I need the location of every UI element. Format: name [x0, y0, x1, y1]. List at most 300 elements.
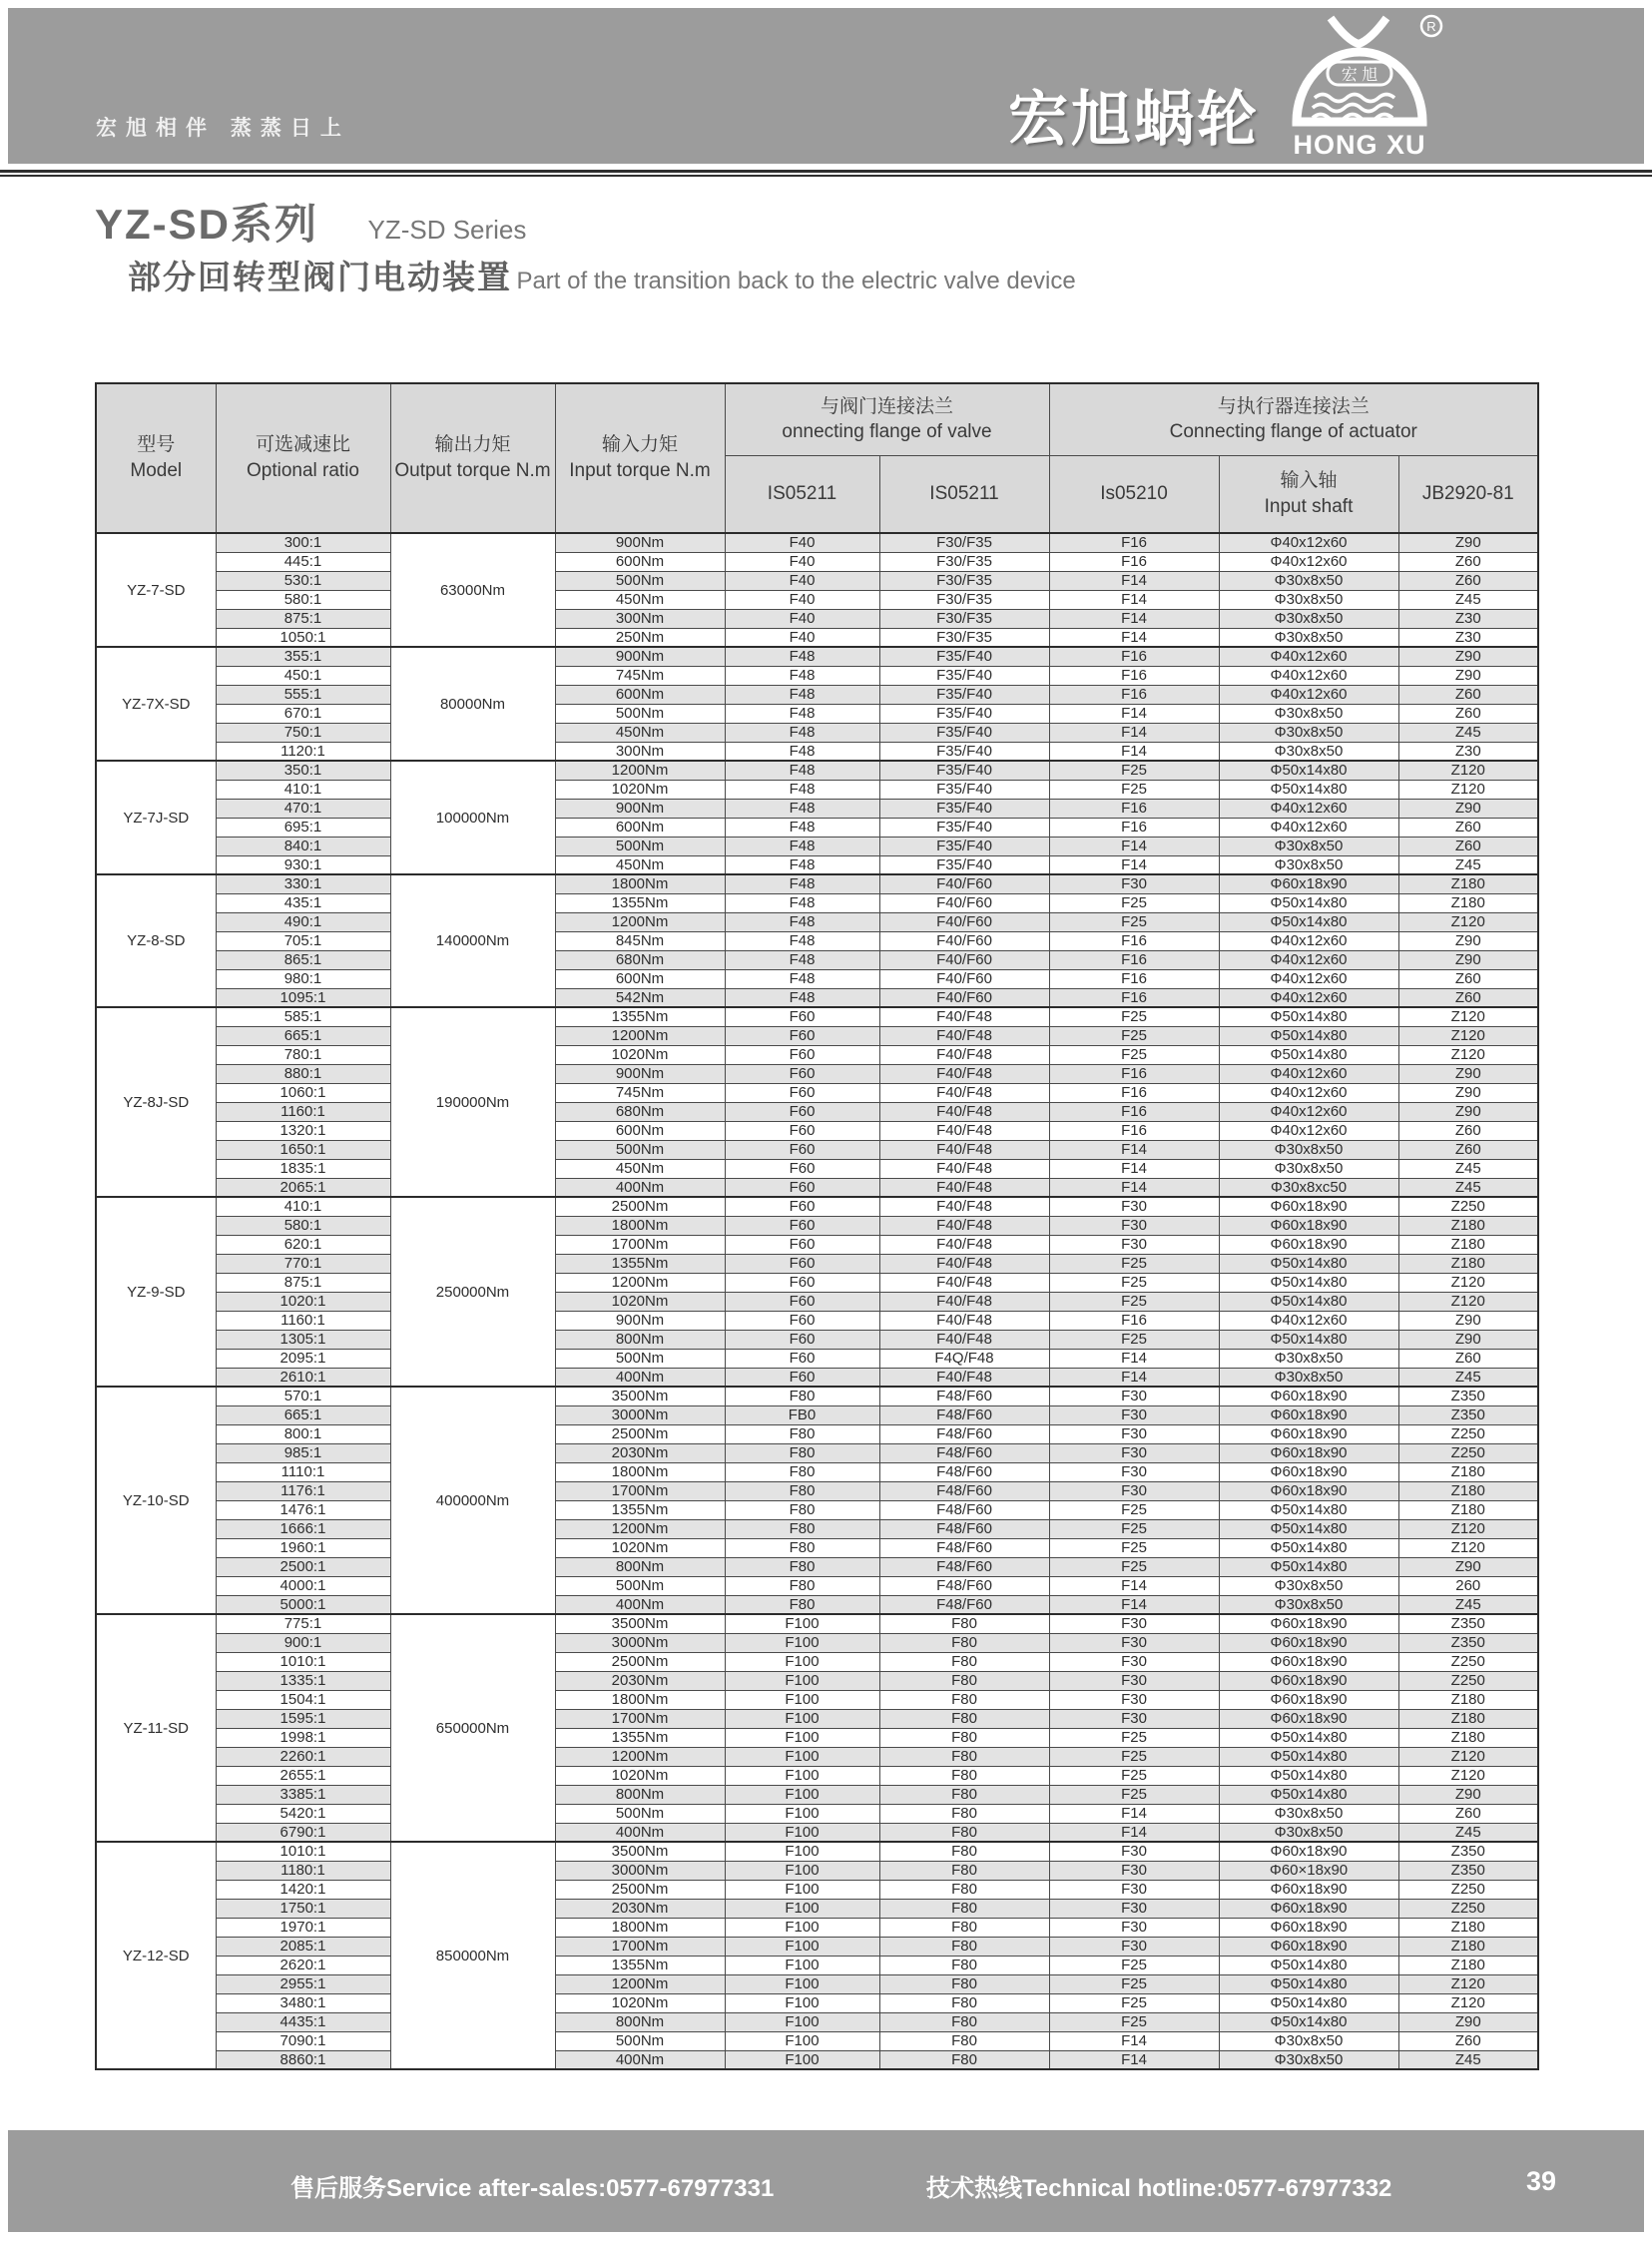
actuator-flange-iso5210-cell: F30: [1049, 1216, 1219, 1235]
valve-flange-iso5211b-cell: F35/F40: [879, 799, 1049, 818]
jb2920-cell: Z250: [1398, 1424, 1538, 1443]
jb2920-cell: Z60: [1398, 685, 1538, 704]
table-row: [96, 1823, 1538, 1842]
input-shaft-cell: Φ60x18x90: [1219, 1671, 1398, 1690]
table-row: [96, 1178, 1538, 1197]
input-shaft-cell: Φ50x14x80: [1219, 1974, 1398, 1993]
ratio-cell: 1050:1: [216, 628, 390, 647]
hongxu-logo-icon: [1275, 10, 1449, 162]
table-row: [96, 1956, 1538, 1974]
ratio-cell: 5000:1: [216, 1595, 390, 1614]
valve-flange-iso5211a-cell: F48: [725, 742, 879, 761]
actuator-flange-iso5210-cell: F16: [1049, 647, 1219, 666]
input-torque-cell: 500Nm: [555, 1140, 725, 1159]
input-torque-cell: 1355Nm: [555, 893, 725, 912]
input-torque-cell: 745Nm: [555, 666, 725, 685]
input-shaft-cell: Φ40x12x60: [1219, 1064, 1398, 1083]
ratio-cell: 580:1: [216, 1216, 390, 1235]
jb2920-cell: Z60: [1398, 1349, 1538, 1368]
input-torque-cell: 1200Nm: [555, 912, 725, 931]
valve-flange-iso5211b-cell: F40/F48: [879, 1102, 1049, 1121]
input-shaft-cell: Φ50x14x80: [1219, 893, 1398, 912]
table-row: [96, 571, 1538, 590]
jb2920-cell: Z120: [1398, 1993, 1538, 2012]
actuator-flange-iso5210-cell: F30: [1049, 1652, 1219, 1671]
table-row: [96, 761, 1538, 780]
jb2920-cell: Z180: [1398, 1500, 1538, 1519]
actuator-flange-iso5210-cell: F16: [1049, 1102, 1219, 1121]
valve-flange-iso5211b-cell: F40/F48: [879, 1083, 1049, 1102]
table-row: [96, 1216, 1538, 1235]
input-shaft-cell: Φ40x12x60: [1219, 931, 1398, 950]
input-shaft-cell: Φ40x12x60: [1219, 1083, 1398, 1102]
input-torque-cell: 450Nm: [555, 855, 725, 874]
input-torque-cell: 1800Nm: [555, 1690, 725, 1709]
valve-flange-iso5211a-cell: F40: [725, 628, 879, 647]
ratio-cell: 2085:1: [216, 1937, 390, 1956]
valve-flange-iso5211b-cell: F40/F60: [879, 893, 1049, 912]
actuator-flange-iso5210-cell: F30: [1049, 1387, 1219, 1405]
valve-flange-iso5211b-cell: F40/F60: [879, 874, 1049, 893]
jb2920-cell: Z60: [1398, 818, 1538, 837]
ratio-cell: 780:1: [216, 1045, 390, 1064]
jb2920-cell: Z90: [1398, 1785, 1538, 1804]
valve-flange-iso5211a-cell: F100: [725, 1823, 879, 1842]
brand-title: 宏旭蜗轮: [1008, 86, 1260, 153]
valve-flange-iso5211b-cell: F40/F48: [879, 1178, 1049, 1197]
input-shaft-cell: Φ50x14x80: [1219, 1728, 1398, 1747]
table-row: [96, 609, 1538, 628]
col-header-ratio-en: Optional ratio: [246, 460, 359, 481]
subcol-header-iso5210: Is05210: [1049, 455, 1219, 533]
input-torque-cell: 800Nm: [555, 1557, 725, 1576]
jb2920-cell: Z350: [1398, 1633, 1538, 1652]
output-torque-cell: 63000Nm: [390, 533, 555, 647]
input-torque-cell: 1700Nm: [555, 1481, 725, 1500]
ratio-cell: 695:1: [216, 818, 390, 837]
page-subtitle-cn: 部分回转型阀门电动装置: [128, 259, 512, 295]
jb2920-cell: Z90: [1398, 2012, 1538, 2031]
valve-flange-iso5211a-cell: F48: [725, 685, 879, 704]
table-row: [96, 1652, 1538, 1671]
valve-flange-iso5211a-cell: F40: [725, 533, 879, 552]
ratio-cell: 705:1: [216, 931, 390, 950]
table-row: [96, 666, 1538, 685]
jb2920-cell: Z60: [1398, 1121, 1538, 1140]
ratio-cell: 1595:1: [216, 1709, 390, 1728]
valve-flange-iso5211b-cell: F40/F60: [879, 988, 1049, 1007]
table-row: [96, 1766, 1538, 1785]
input-shaft-cell: Φ40x12x60: [1219, 818, 1398, 837]
actuator-flange-iso5210-cell: F14: [1049, 2050, 1219, 2069]
table-row: [96, 1993, 1538, 2012]
input-shaft-cell: Φ30x8x50: [1219, 1159, 1398, 1178]
jb2920-cell: Z45: [1398, 1595, 1538, 1614]
jb2920-cell: Z250: [1398, 1880, 1538, 1899]
table-row: [96, 893, 1538, 912]
col-header-actuator-flange: [1049, 383, 1538, 455]
input-torque-cell: 1200Nm: [555, 1273, 725, 1292]
actuator-flange-iso5210-cell: F30: [1049, 1633, 1219, 1652]
jb2920-cell: Z180: [1398, 874, 1538, 893]
ratio-cell: 300:1: [216, 533, 390, 552]
valve-flange-iso5211a-cell: F48: [725, 818, 879, 837]
valve-flange-iso5211a-cell: F100: [725, 2031, 879, 2050]
jb2920-cell: Z90: [1398, 666, 1538, 685]
ratio-cell: 875:1: [216, 1273, 390, 1292]
jb2920-cell: Z60: [1398, 571, 1538, 590]
valve-flange-iso5211a-cell: F100: [725, 1861, 879, 1880]
input-shaft-cell: Φ60x18x90: [1219, 1462, 1398, 1481]
logo-inner-text: 宏 旭: [1341, 67, 1378, 84]
table-row: [96, 1292, 1538, 1311]
table-row: [96, 874, 1538, 893]
valve-flange-iso5211a-cell: F80: [725, 1519, 879, 1538]
input-torque-cell: 1355Nm: [555, 1254, 725, 1273]
actuator-flange-iso5210-cell: F16: [1049, 685, 1219, 704]
table-row: [96, 837, 1538, 855]
table-row: [96, 1519, 1538, 1538]
col-header-valve-flange-en: onnecting flange of valve: [782, 421, 992, 443]
table-row: [96, 1007, 1538, 1026]
col-header-valve-flange: [725, 383, 1049, 455]
jb2920-cell: Z90: [1398, 1311, 1538, 1330]
valve-flange-iso5211b-cell: F40/F48: [879, 1197, 1049, 1216]
jb2920-cell: Z120: [1398, 780, 1538, 799]
actuator-flange-iso5210-cell: F14: [1049, 1178, 1219, 1197]
actuator-flange-iso5210-cell: F30: [1049, 1614, 1219, 1633]
table-row: [96, 1747, 1538, 1766]
valve-flange-iso5211b-cell: F40/F48: [879, 1254, 1049, 1273]
actuator-flange-iso5210-cell: F14: [1049, 704, 1219, 723]
input-torque-cell: 450Nm: [555, 1159, 725, 1178]
input-torque-cell: 1200Nm: [555, 1974, 725, 1993]
model-cell: YZ-7-SD: [96, 533, 216, 647]
actuator-flange-iso5210-cell: F14: [1049, 742, 1219, 761]
logo-horns-icon: [1331, 18, 1386, 44]
col-header-output-torque: [390, 383, 555, 533]
jb2920-cell: Z45: [1398, 723, 1538, 742]
valve-flange-iso5211b-cell: F80: [879, 1633, 1049, 1652]
valve-flange-iso5211a-cell: F60: [725, 1368, 879, 1387]
jb2920-cell: Z180: [1398, 1937, 1538, 1956]
input-shaft-cell: Φ40x12x60: [1219, 1102, 1398, 1121]
input-torque-cell: 300Nm: [555, 742, 725, 761]
actuator-flange-iso5210-cell: F25: [1049, 761, 1219, 780]
input-shaft-cell: Φ40x12x60: [1219, 988, 1398, 1007]
ratio-cell: 445:1: [216, 552, 390, 571]
input-shaft-cell: Φ30x8x50: [1219, 1595, 1398, 1614]
series-title: [95, 192, 526, 252]
ratio-cell: 1420:1: [216, 1880, 390, 1899]
valve-flange-iso5211a-cell: F100: [725, 1880, 879, 1899]
ratio-cell: 1020:1: [216, 1292, 390, 1311]
valve-flange-iso5211b-cell: F40/F48: [879, 1140, 1049, 1159]
input-shaft-cell: Φ30x8x50: [1219, 1140, 1398, 1159]
valve-flange-iso5211b-cell: F80: [879, 1823, 1049, 1842]
jb2920-cell: 260: [1398, 1576, 1538, 1595]
valve-flange-iso5211a-cell: F48: [725, 931, 879, 950]
valve-flange-iso5211b-cell: F30/F35: [879, 533, 1049, 552]
input-torque-cell: 3000Nm: [555, 1633, 725, 1652]
ratio-cell: 1960:1: [216, 1538, 390, 1557]
table-row: [96, 988, 1538, 1007]
jb2920-cell: Z180: [1398, 1481, 1538, 1500]
ratio-cell: 1160:1: [216, 1311, 390, 1330]
valve-flange-iso5211b-cell: F40/F48: [879, 1007, 1049, 1026]
valve-flange-iso5211b-cell: F40/F48: [879, 1292, 1049, 1311]
input-torque-cell: 300Nm: [555, 609, 725, 628]
jb2920-cell: Z60: [1398, 704, 1538, 723]
valve-flange-iso5211a-cell: F48: [725, 780, 879, 799]
table-row: [96, 1481, 1538, 1500]
actuator-flange-iso5210-cell: F14: [1049, 1140, 1219, 1159]
actuator-flange-iso5210-cell: F25: [1049, 1500, 1219, 1519]
valve-flange-iso5211b-cell: F40/F48: [879, 1045, 1049, 1064]
table-row: [96, 1576, 1538, 1595]
input-shaft-cell: Φ60x18x90: [1219, 1424, 1398, 1443]
valve-flange-iso5211a-cell: F100: [725, 1993, 879, 2012]
table-row: [96, 1538, 1538, 1557]
valve-flange-iso5211a-cell: F60: [725, 1159, 879, 1178]
table-row: [96, 1842, 1538, 1861]
actuator-flange-iso5210-cell: F16: [1049, 533, 1219, 552]
jb2920-cell: Z120: [1398, 1273, 1538, 1292]
ratio-cell: 1504:1: [216, 1690, 390, 1709]
input-torque-cell: 1020Nm: [555, 1538, 725, 1557]
valve-flange-iso5211a-cell: F48: [725, 837, 879, 855]
input-shaft-cell: Φ30x8x50: [1219, 855, 1398, 874]
input-torque-cell: 1800Nm: [555, 1918, 725, 1937]
input-shaft-cell: Φ30x8x50: [1219, 837, 1398, 855]
input-torque-cell: 3000Nm: [555, 1861, 725, 1880]
actuator-flange-iso5210-cell: F30: [1049, 1880, 1219, 1899]
input-shaft-cell: Φ50x14x80: [1219, 1538, 1398, 1557]
model-cell: YZ-8-SD: [96, 874, 216, 1007]
actuator-flange-iso5210-cell: F30: [1049, 1424, 1219, 1443]
valve-flange-iso5211b-cell: F40/F48: [879, 1235, 1049, 1254]
valve-flange-iso5211a-cell: F40: [725, 571, 879, 590]
valve-flange-iso5211b-cell: F30/F35: [879, 628, 1049, 647]
input-shaft-cell: Φ30x8x50: [1219, 609, 1398, 628]
table-row: [96, 1140, 1538, 1159]
valve-flange-iso5211a-cell: F40: [725, 609, 879, 628]
valve-flange-iso5211a-cell: F60: [725, 1292, 879, 1311]
jb2920-cell: Z90: [1398, 1064, 1538, 1083]
input-shaft-cell: Φ60x18x90: [1219, 1387, 1398, 1405]
jb2920-cell: Z350: [1398, 1842, 1538, 1861]
valve-flange-iso5211a-cell: F100: [725, 1690, 879, 1709]
input-shaft-cell: Φ40x12x60: [1219, 552, 1398, 571]
valve-flange-iso5211b-cell: F30/F35: [879, 590, 1049, 609]
jb2920-cell: Z45: [1398, 590, 1538, 609]
input-torque-cell: 1020Nm: [555, 1993, 725, 2012]
valve-flange-iso5211a-cell: F100: [725, 1899, 879, 1918]
ratio-cell: 350:1: [216, 761, 390, 780]
actuator-flange-iso5210-cell: F30: [1049, 1481, 1219, 1500]
input-shaft-cell: Φ40x12x60: [1219, 666, 1398, 685]
valve-flange-iso5211b-cell: F35/F40: [879, 818, 1049, 837]
actuator-flange-iso5210-cell: F25: [1049, 1273, 1219, 1292]
subcol-header-input-shaft: [1219, 455, 1398, 533]
ratio-cell: 2610:1: [216, 1368, 390, 1387]
jb2920-cell: Z120: [1398, 912, 1538, 931]
valve-flange-iso5211b-cell: F80: [879, 1766, 1049, 1785]
subcol-header-input-shaft-en: Input shaft: [1264, 495, 1354, 517]
table-row: [96, 1861, 1538, 1880]
input-torque-cell: 900Nm: [555, 1311, 725, 1330]
valve-flange-iso5211b-cell: F80: [879, 1974, 1049, 1993]
input-torque-cell: 600Nm: [555, 685, 725, 704]
valve-flange-iso5211a-cell: F60: [725, 1121, 879, 1140]
input-shaft-cell: Φ60x18x90: [1219, 1443, 1398, 1462]
jb2920-cell: Z60: [1398, 988, 1538, 1007]
input-torque-cell: 2030Nm: [555, 1443, 725, 1462]
jb2920-cell: Z45: [1398, 1178, 1538, 1197]
table-row: [96, 1880, 1538, 1899]
col-header-ratio: [216, 383, 390, 533]
spec-table: [95, 382, 1539, 2070]
valve-flange-iso5211b-cell: F80: [879, 1671, 1049, 1690]
output-torque-cell: 80000Nm: [390, 647, 555, 761]
input-torque-cell: 1355Nm: [555, 1728, 725, 1747]
table-row: [96, 552, 1538, 571]
valve-flange-iso5211a-cell: F80: [725, 1387, 879, 1405]
table-row: [96, 647, 1538, 666]
table-row: [96, 1273, 1538, 1292]
jb2920-cell: Z350: [1398, 1614, 1538, 1633]
valve-flange-iso5211b-cell: F40/F60: [879, 912, 1049, 931]
ratio-cell: 1095:1: [216, 988, 390, 1007]
valve-flange-iso5211b-cell: F40/F48: [879, 1311, 1049, 1330]
table-row: [96, 1159, 1538, 1178]
valve-flange-iso5211a-cell: F100: [725, 1614, 879, 1633]
col-header-output-cn: 输出力矩: [434, 434, 511, 456]
valve-flange-iso5211a-cell: F48: [725, 761, 879, 780]
input-shaft-cell: Φ50x14x80: [1219, 1273, 1398, 1292]
input-shaft-cell: Φ50x14x80: [1219, 1766, 1398, 1785]
actuator-flange-iso5210-cell: F25: [1049, 1026, 1219, 1045]
series-title-cn: YZ-SD系列: [95, 201, 319, 248]
input-torque-cell: 500Nm: [555, 571, 725, 590]
input-torque-cell: 500Nm: [555, 1349, 725, 1368]
actuator-flange-iso5210-cell: F14: [1049, 1804, 1219, 1823]
jb2920-cell: Z90: [1398, 1102, 1538, 1121]
actuator-flange-iso5210-cell: F25: [1049, 1557, 1219, 1576]
table-row: [96, 628, 1538, 647]
valve-flange-iso5211b-cell: F35/F40: [879, 723, 1049, 742]
jb2920-cell: Z90: [1398, 1330, 1538, 1349]
valve-flange-iso5211a-cell: F60: [725, 1007, 879, 1026]
series-title-en: YZ-SD Series: [367, 215, 527, 245]
ratio-cell: 4435:1: [216, 2012, 390, 2031]
jb2920-cell: Z120: [1398, 1538, 1538, 1557]
input-torque-cell: 900Nm: [555, 533, 725, 552]
valve-flange-iso5211a-cell: F60: [725, 1349, 879, 1368]
jb2920-cell: Z90: [1398, 931, 1538, 950]
valve-flange-iso5211a-cell: F60: [725, 1026, 879, 1045]
input-shaft-cell: Φ50x14x80: [1219, 1330, 1398, 1349]
valve-flange-iso5211b-cell: F80: [879, 1993, 1049, 2012]
input-torque-cell: 500Nm: [555, 837, 725, 855]
ratio-cell: 900:1: [216, 1633, 390, 1652]
table-row: [96, 704, 1538, 723]
input-torque-cell: 1020Nm: [555, 1766, 725, 1785]
ratio-cell: 1176:1: [216, 1481, 390, 1500]
input-torque-cell: 845Nm: [555, 931, 725, 950]
table-row: [96, 1083, 1538, 1102]
actuator-flange-iso5210-cell: F16: [1049, 552, 1219, 571]
valve-flange-iso5211b-cell: F48/F60: [879, 1500, 1049, 1519]
input-shaft-cell: Φ40x12x60: [1219, 969, 1398, 988]
actuator-flange-iso5210-cell: F16: [1049, 969, 1219, 988]
valve-flange-iso5211b-cell: F48/F60: [879, 1387, 1049, 1405]
table-row: [96, 818, 1538, 837]
input-torque-cell: 1800Nm: [555, 874, 725, 893]
input-torque-cell: 600Nm: [555, 552, 725, 571]
valve-flange-iso5211b-cell: F48/F60: [879, 1519, 1049, 1538]
table-row: [96, 1804, 1538, 1823]
actuator-flange-iso5210-cell: F14: [1049, 837, 1219, 855]
subcol-header-iso5211-b: IS05211: [879, 455, 1049, 533]
actuator-flange-iso5210-cell: F14: [1049, 590, 1219, 609]
input-shaft-cell: Φ40x12x60: [1219, 799, 1398, 818]
input-shaft-cell: Φ60x18x90: [1219, 1652, 1398, 1671]
jb2920-cell: Z45: [1398, 2050, 1538, 2069]
ratio-cell: 880:1: [216, 1064, 390, 1083]
valve-flange-iso5211b-cell: F30/F35: [879, 609, 1049, 628]
jb2920-cell: Z90: [1398, 647, 1538, 666]
valve-flange-iso5211a-cell: F48: [725, 666, 879, 685]
actuator-flange-iso5210-cell: F14: [1049, 1595, 1219, 1614]
valve-flange-iso5211b-cell: F48/F60: [879, 1443, 1049, 1462]
footer-banner: [8, 2130, 1644, 2232]
valve-flange-iso5211a-cell: F48: [725, 912, 879, 931]
valve-flange-iso5211a-cell: F100: [725, 1974, 879, 1993]
valve-flange-iso5211a-cell: F48: [725, 704, 879, 723]
ratio-cell: 750:1: [216, 723, 390, 742]
input-torque-cell: 400Nm: [555, 1368, 725, 1387]
valve-flange-iso5211a-cell: F80: [725, 1500, 879, 1519]
valve-flange-iso5211a-cell: F100: [725, 1633, 879, 1652]
output-torque-cell: 140000Nm: [390, 874, 555, 1007]
input-torque-cell: 600Nm: [555, 818, 725, 837]
valve-flange-iso5211a-cell: F60: [725, 1254, 879, 1273]
input-shaft-cell: Φ50x14x80: [1219, 912, 1398, 931]
jb2920-cell: Z350: [1398, 1387, 1538, 1405]
valve-flange-iso5211a-cell: F48: [725, 969, 879, 988]
ratio-cell: 980:1: [216, 969, 390, 988]
input-torque-cell: 900Nm: [555, 647, 725, 666]
input-torque-cell: 1200Nm: [555, 1519, 725, 1538]
actuator-flange-iso5210-cell: F30: [1049, 1899, 1219, 1918]
col-header-ratio-cn: 可选减速比: [255, 434, 350, 456]
model-cell: YZ-10-SD: [96, 1387, 216, 1614]
actuator-flange-iso5210-cell: F30: [1049, 1690, 1219, 1709]
input-shaft-cell: Φ50x14x80: [1219, 1747, 1398, 1766]
input-torque-cell: 500Nm: [555, 1576, 725, 1595]
valve-flange-iso5211b-cell: F35/F40: [879, 666, 1049, 685]
input-shaft-cell: Φ50x14x80: [1219, 780, 1398, 799]
input-shaft-cell: Φ30x8x50: [1219, 1823, 1398, 1842]
ratio-cell: 1666:1: [216, 1519, 390, 1538]
model-cell: YZ-8J-SD: [96, 1007, 216, 1197]
valve-flange-iso5211a-cell: F100: [725, 1804, 879, 1823]
input-torque-cell: 450Nm: [555, 590, 725, 609]
actuator-flange-iso5210-cell: F14: [1049, 723, 1219, 742]
valve-flange-iso5211a-cell: F60: [725, 1216, 879, 1235]
ratio-cell: 620:1: [216, 1235, 390, 1254]
